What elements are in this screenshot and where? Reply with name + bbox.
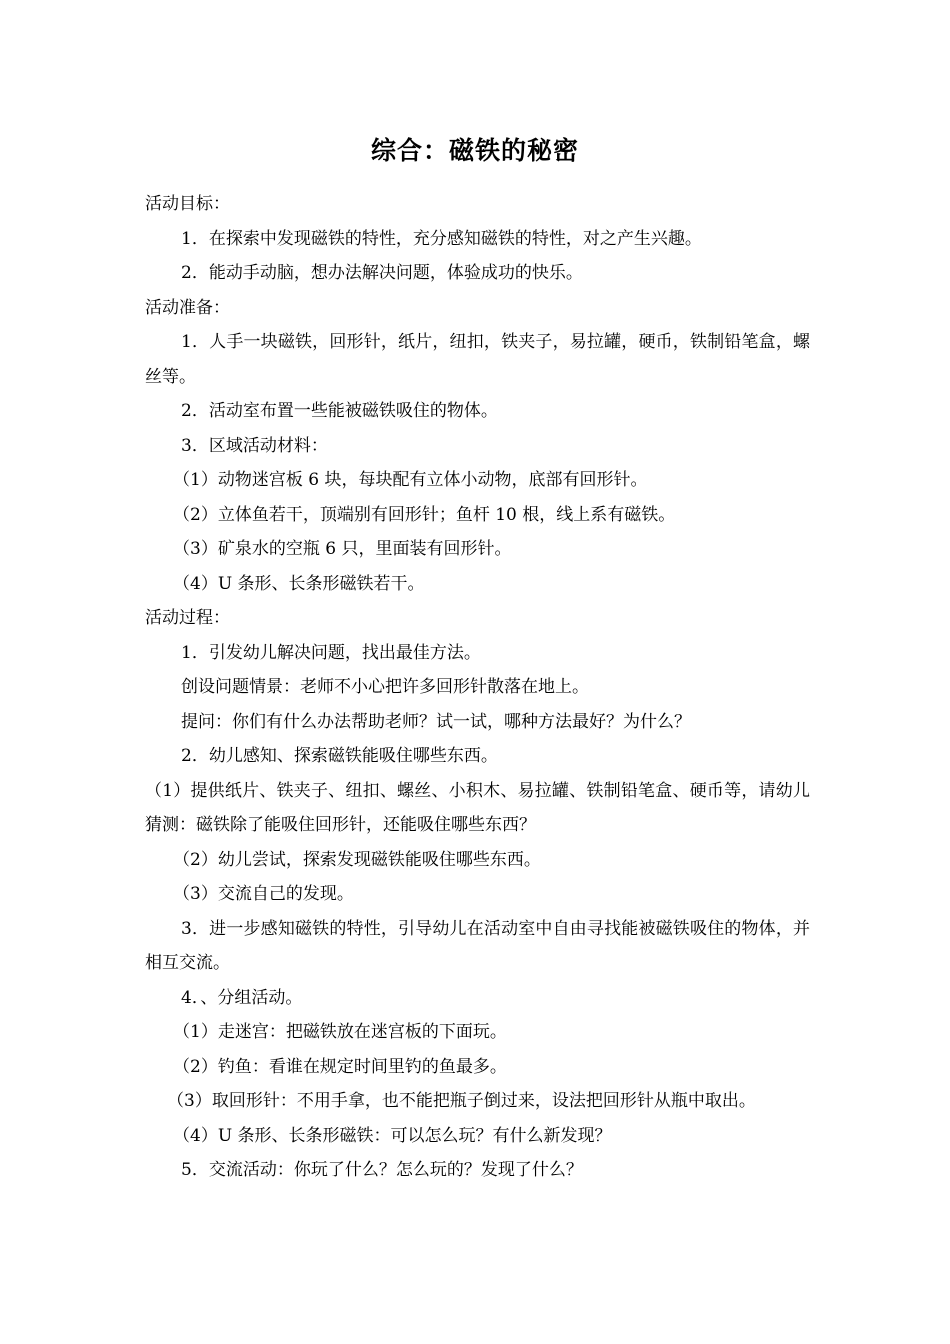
document-body	[145, 187, 810, 1188]
prep-subitem: （1）动物迷宫板 6 块，每块配有立体小动物，底部有回形针。	[173, 470, 648, 490]
goal-item: 2．能动手动脑，想办法解决问题，体验成功的快乐。	[181, 263, 583, 283]
prep-item: 3．区域活动材料：	[181, 435, 328, 456]
prep-subitem: （4）U 条形、长条形磁铁若干。	[173, 573, 425, 594]
process-detail: （2）钓鱼：看谁在规定时间里钓的鱼最多。	[173, 1056, 507, 1077]
process-step: 2．幼儿感知、探索磁铁能吸住哪些东西。	[181, 746, 498, 766]
process-step: 1．引发幼儿解决问题，找出最佳方法。	[181, 642, 481, 663]
process-step: 3．进一步感知磁铁的特性，引导幼儿在活动室中自由寻找能被磁铁吸住的物体，并相互交流。	[145, 918, 810, 973]
process-detail: （4）U 条形、长条形磁铁：可以怎么玩？有什么新发现？	[173, 1125, 612, 1146]
process-step: 4．、分组活动。	[181, 987, 303, 1008]
process-detail: 创设问题情景：老师不小心把许多回形针散落在地上。	[181, 677, 589, 697]
process-detail: （1）走迷宫：把磁铁放在迷宫板的下面玩。	[173, 1022, 507, 1042]
process-detail: 提问：你们有什么办法帮助老师？试一试，哪种方法最好？为什么？	[181, 711, 691, 732]
process-detail: （1）提供纸片、铁夹子、纽扣、螺丝、小积木、易拉罐、铁制铅笔盒、硬币等，请幼儿猜测：磁铁除了能吸住回形针，还能吸住哪些东西？	[145, 780, 810, 835]
process-detail: （3）交流自己的发现。	[173, 884, 354, 904]
document-title: 综合：磁铁的秘密	[370, 136, 579, 165]
process-step: 5．交流活动：你玩了什么？怎么玩的？发现了什么？	[181, 1160, 583, 1180]
prep-item: 2．活动室布置一些能被磁铁吸住的物体。	[181, 401, 498, 421]
prep-subitem: （3）矿泉水的空瓶 6 只，里面装有回形针。	[173, 539, 512, 559]
prep-item: 1．人手一块磁铁，回形针，纸片，纽扣，铁夹子，易拉罐，硬币，铁制铅笔盒，螺丝等。	[145, 332, 810, 387]
section-heading-prep: 活动准备：	[145, 297, 230, 318]
section-heading-goals: 活动目标：	[145, 194, 230, 214]
section-heading-process: 活动过程：	[145, 608, 230, 628]
process-detail: （3）取回形针：不用手拿，也不能把瓶子倒过来，设法把回形针从瓶中取出。	[167, 1091, 756, 1111]
prep-subitem: （2）立体鱼若干，顶端别有回形针；鱼杆 10 根，线上系有磁铁。	[173, 504, 676, 525]
process-detail: （2）幼儿尝试，探索发现磁铁能吸住哪些东西。	[173, 849, 541, 870]
goal-item: 1．在探索中发现磁铁的特性，充分感知磁铁的特性，对之产生兴趣。	[181, 228, 702, 249]
